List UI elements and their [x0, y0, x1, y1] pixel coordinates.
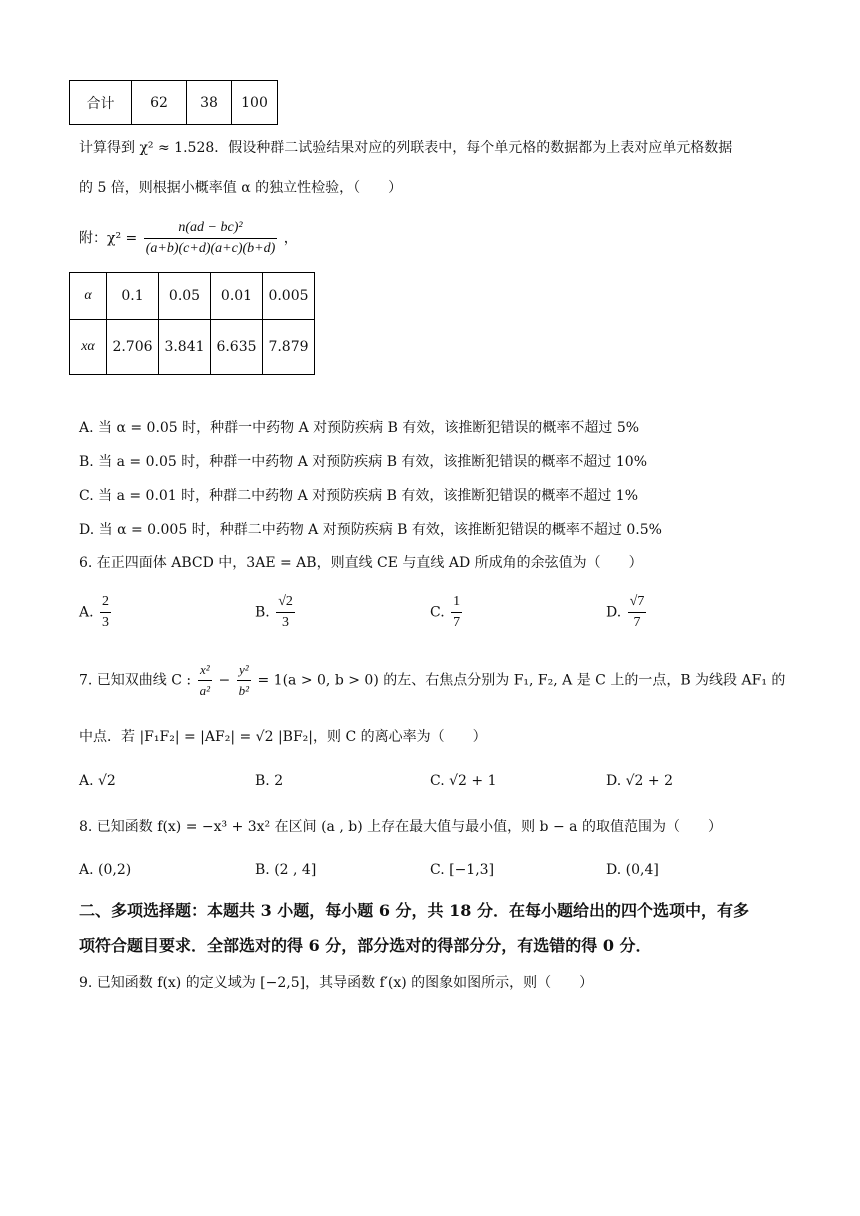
table-row	[70, 81, 278, 125]
table-cell: 0.05	[159, 273, 211, 320]
alpha-critical-table	[69, 272, 315, 375]
table-cell: 合计	[70, 81, 132, 125]
option-label: D.	[606, 604, 622, 621]
q6-option-b	[255, 592, 297, 633]
table-cell: 2.706	[107, 320, 159, 375]
table-cell: 0.01	[211, 273, 263, 320]
table-cell: 100	[232, 81, 278, 125]
q7-option-d: D. √2 + 2	[606, 773, 673, 789]
q8-option-c: C. [−1,3]	[430, 862, 495, 878]
option-denominator: 3	[102, 615, 110, 630]
q6-stem: 6. 在正四面体 ABCD 中，3AE = AB，则直线 CE 与直线 AD 所成角的余弦值为（ ）	[79, 555, 643, 571]
table-cell: 3.841	[159, 320, 211, 375]
section-heading-line2: 项符合题目要求．全部选对的得 6 分，部分选对的得部分分，有选错的得 0 分．	[79, 936, 652, 955]
minus-sign: −	[218, 672, 231, 689]
q8-option-d: D. (0,4]	[606, 862, 659, 878]
section-heading-line1: 二、多项选择题：本题共 3 小题，每小题 6 分，共 18 分．在每小题给出的四个选项中，有多	[79, 901, 749, 920]
table-row	[70, 320, 315, 375]
q7-stem-line1	[79, 660, 785, 701]
chi-square-formula	[79, 218, 298, 259]
summary-table	[69, 80, 278, 125]
q6-option-a	[79, 592, 113, 633]
option-denominator: 7	[453, 615, 461, 630]
q7-option-a: A. √2	[79, 773, 116, 789]
calc-line-1: 计算得到 χ² ≈ 1.528．假设种群二试验结果对应的列联表中，每个单元格的数据都为上表对应单元格数据	[79, 140, 733, 156]
table-header-cell: xα	[70, 320, 107, 375]
table-cell: 0.1	[107, 273, 159, 320]
q7-suffix: = 1(a > 0, b > 0) 的左、右焦点分别为 F₁, F₂, A 是 C 上的一点，B 为线段 AF₁ 的	[257, 672, 786, 689]
table-cell: 0.005	[263, 273, 315, 320]
q9-stem: 9. 已知函数 f(x) 的定义域为 [−2,5]，其导函数 f′(x) 的图象如图所示，则（ ）	[79, 975, 594, 991]
q6-option-c	[430, 592, 464, 633]
q5-option-c: C. 当 a = 0.01 时，种群二中药物 A 对预防疾病 B 有效，该推断犯错误的概率不超过 1%	[79, 488, 639, 504]
option-numerator: √2	[276, 592, 295, 613]
q8-option-b: B. (2 , 4]	[255, 862, 317, 878]
hyperbola-y-term-den: b²	[238, 683, 250, 698]
table-row	[70, 273, 315, 320]
hyperbola-x-term-den: a²	[199, 683, 210, 698]
formula-fraction	[144, 218, 278, 259]
q6-option-d	[606, 592, 648, 633]
option-numerator: 1	[451, 592, 462, 613]
formula-tail: ，	[283, 230, 298, 247]
table-cell: 7.879	[263, 320, 315, 375]
q7-prefix: 7. 已知双曲线 C :	[79, 672, 192, 689]
q5-option-a: A. 当 α = 0.05 时，种群一中药物 A 对预防疾病 B 有效，该推断犯错误的概率不超过 5%	[79, 420, 640, 436]
option-label: B.	[255, 604, 270, 621]
option-label: A.	[79, 604, 94, 621]
q8-option-a: A. (0,2)	[79, 862, 132, 878]
formula-numerator: n(ad − bc)²	[144, 218, 278, 239]
option-numerator: 2	[100, 592, 111, 613]
q5-option-b: B. 当 a = 0.05 时，种群一中药物 A 对预防疾病 B 有效，该推断犯错误的概率不超过 10%	[79, 454, 648, 470]
option-numerator: √7	[628, 592, 647, 613]
table-header-cell: α	[70, 273, 107, 320]
option-denominator: 7	[633, 615, 641, 630]
appendix-label: 附：χ² =	[79, 230, 138, 247]
calc-line-2: 的 5 倍，则根据小概率值 α 的独立性检验，（ ）	[79, 180, 403, 196]
option-denominator: 3	[282, 615, 290, 630]
q5-option-d: D. 当 α = 0.005 时，种群二中药物 A 对预防疾病 B 有效，该推断犯错误的概率不超过 0.5%	[79, 522, 662, 538]
hyperbola-x-term-num: x²	[198, 660, 212, 681]
hyperbola-y-term-num: y²	[237, 660, 251, 681]
q7-option-b: B. 2	[255, 773, 284, 789]
table-cell: 6.635	[211, 320, 263, 375]
q7-stem-line2: 中点．若 |F₁F₂| = |AF₂| = √2 |BF₂|，则 C 的离心率为（ ）	[79, 729, 487, 745]
option-label: C.	[430, 604, 445, 621]
formula-denominator: (a+b)(c+d)(a+c)(b+d)	[145, 241, 276, 256]
table-cell: 38	[187, 81, 232, 125]
q7-option-c: C. √2 + 1	[430, 773, 497, 789]
table-cell: 62	[132, 81, 187, 125]
q8-stem: 8. 已知函数 f(x) = −x³ + 3x² 在区间 (a , b) 上存在最大值与最小值，则 b − a 的取值范围为（ ）	[79, 819, 722, 835]
